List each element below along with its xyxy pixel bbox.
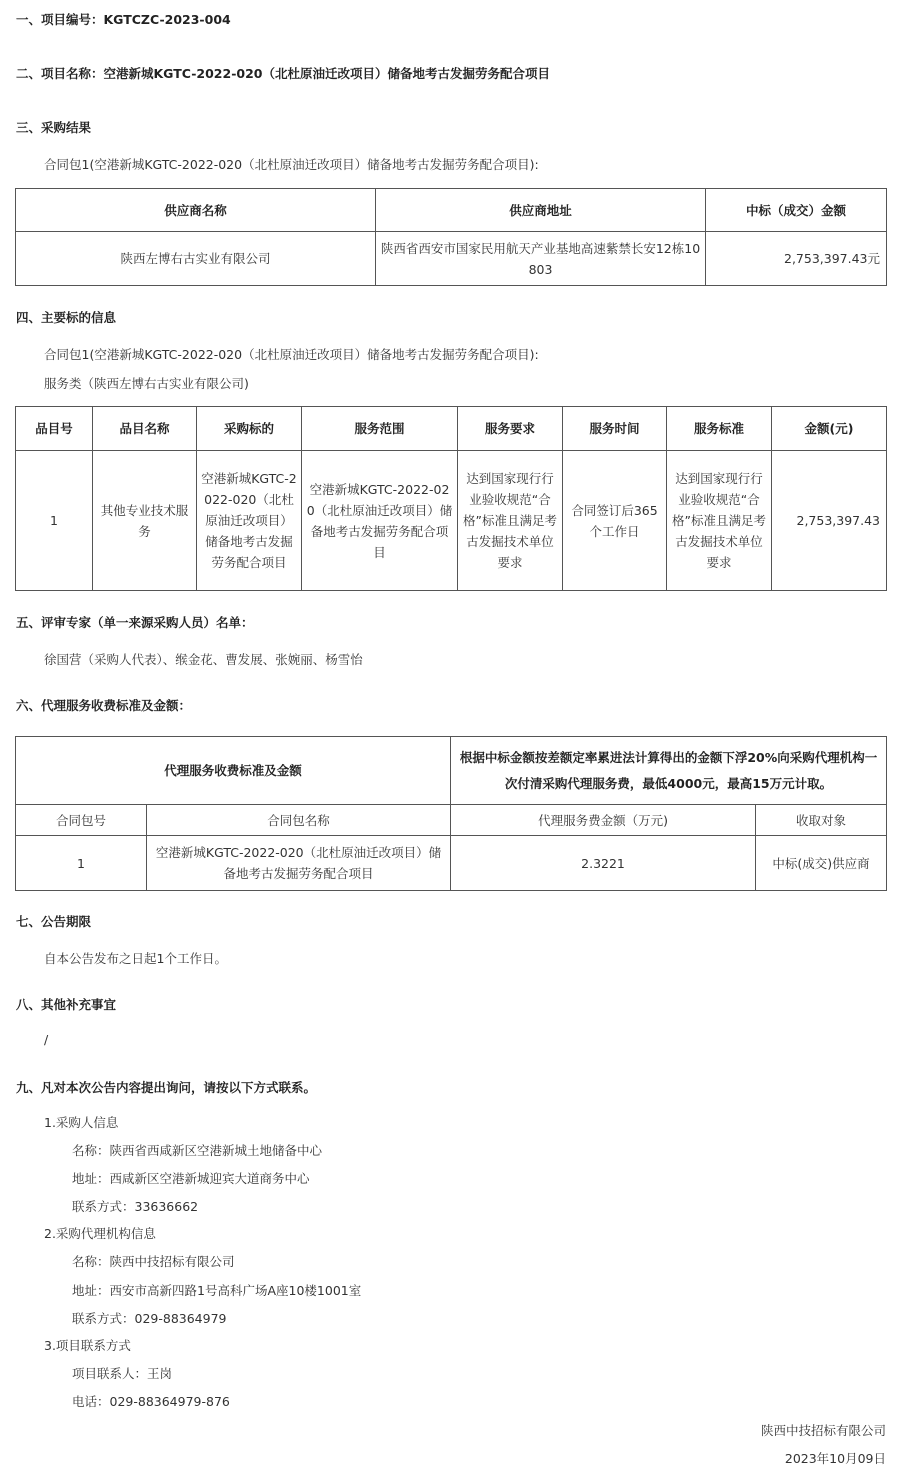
items-header-requirement: 服务要求 — [458, 407, 563, 451]
fee-header-payer: 收取对象 — [756, 805, 887, 836]
result-address: 陕西省西安市国家民用航天产业基地高速紫禁长安12栋10803 — [376, 232, 706, 286]
project-contact-heading: 3.项目联系方式 — [44, 1338, 131, 1353]
table-row — [16, 451, 887, 591]
items-table — [15, 406, 887, 591]
items-header-standard: 服务标准 — [667, 407, 772, 451]
section-3-package: 合同包1(空港新城KGTC-2022-020（北杜原油迁改项目）储备地考古发掘劳务配合项目): — [44, 157, 539, 172]
buyer-name: 名称：陕西省西咸新区空港新城土地储备中心 — [72, 1143, 323, 1158]
items-time: 合同签订后365个工作日 — [563, 451, 667, 591]
result-table — [15, 188, 887, 286]
section-4-package: 合同包1(空港新城KGTC-2022-020（北杜原油迁改项目）储备地考古发掘劳务配合项目): — [44, 347, 539, 362]
items-amount: 2,753,397.43 — [772, 451, 887, 591]
section-4-title: 四、主要标的信息 — [16, 310, 117, 325]
items-header-time: 服务时间 — [563, 407, 667, 451]
project-number: 一、项目编号：KGTCZC-2023-004 — [16, 12, 231, 27]
fee-header-package-no: 合同包号 — [16, 805, 147, 836]
fee-payer: 中标(成交)供应商 — [756, 836, 887, 891]
section-7-title: 七、公告期限 — [16, 914, 92, 929]
footer-date: 2023年10月09日 — [784, 1451, 886, 1466]
fee-header-package-name: 合同包名称 — [147, 805, 451, 836]
result-header-supplier: 供应商名称 — [16, 189, 376, 232]
section-6-title: 六、代理服务收费标准及金额： — [16, 698, 192, 713]
fee-standard-label: 代理服务收费标准及金额 — [16, 737, 451, 805]
items-standard: 达到国家现行行业验收规范“合格”标准且满足考古发掘技术单位要求 — [667, 451, 772, 591]
section-5-title: 五、评审专家（单一来源采购人员）名单： — [16, 615, 254, 630]
items-scope: 空港新城KGTC-2022-020（北杜原油迁改项目）储备地考古发掘劳务配合项目 — [302, 451, 458, 591]
items-header-no: 品目号 — [16, 407, 93, 451]
agent-heading: 2.采购代理机构信息 — [44, 1226, 156, 1241]
buyer-phone: 联系方式：33636662 — [72, 1199, 199, 1214]
agent-name: 名称：陕西中技招标有限公司 — [72, 1254, 235, 1269]
fee-amount: 2.3221 — [451, 836, 756, 891]
items-target: 空港新城KGTC-2022-020（北杜原油迁改项目）储备地考古发掘劳务配合项目 — [197, 451, 302, 591]
result-amount: 2,753,397.43元 — [706, 232, 887, 286]
result-header-address: 供应商地址 — [376, 189, 706, 232]
items-header-target: 采购标的 — [197, 407, 302, 451]
buyer-heading: 1.采购人信息 — [44, 1115, 119, 1130]
project-contact-phone: 电话：029-88364979-876 — [72, 1394, 230, 1409]
other-matters: / — [44, 1032, 49, 1047]
result-header-amount: 中标（成交）金额 — [706, 189, 887, 232]
section-9-title: 九、凡对本次公告内容提出询问，请按以下方式联系。 — [16, 1080, 317, 1095]
announcement-period: 自本公告发布之日起1个工作日。 — [44, 951, 227, 966]
items-no: 1 — [16, 451, 93, 591]
table-row — [16, 836, 887, 891]
buyer-address: 地址：西咸新区空港新城迎宾大道商务中心 — [72, 1171, 310, 1186]
items-name: 其他专业技术服务 — [93, 451, 197, 591]
project-contact-person: 项目联系人：王岗 — [72, 1366, 173, 1381]
agent-phone: 联系方式：029-88364979 — [72, 1311, 227, 1326]
fee-table — [15, 736, 887, 891]
items-header-scope: 服务范围 — [302, 407, 458, 451]
items-header-name: 品目名称 — [93, 407, 197, 451]
fee-standard-desc: 根据中标金额按差额定率累进法计算得出的金额下浮20%向采购代理机构一次付清采购代理服务费，最低4000元，最高15万元计取。 — [451, 737, 887, 805]
section-4-category: 服务类（陕西左博右古实业有限公司) — [44, 376, 249, 391]
items-requirement: 达到国家现行行业验收规范“合格”标准且满足考古发掘技术单位要求 — [458, 451, 563, 591]
fee-header-amount: 代理服务费金额（万元) — [451, 805, 756, 836]
fee-package-no: 1 — [16, 836, 147, 891]
section-3-title: 三、采购结果 — [16, 120, 92, 135]
footer-company: 陕西中技招标有限公司 — [760, 1423, 886, 1438]
fee-package-name: 空港新城KGTC-2022-020（北杜原油迁改项目）储备地考古发掘劳务配合项目 — [147, 836, 451, 891]
table-row — [16, 232, 887, 286]
expert-names: 徐国营（采购人代表）、缑金花、曹发展、张婉丽、杨雪怡 — [44, 652, 363, 667]
section-8-title: 八、其他补充事宜 — [16, 997, 117, 1012]
items-header-amount: 金额(元) — [772, 407, 887, 451]
result-supplier: 陕西左博右古实业有限公司 — [16, 232, 376, 286]
project-name: 二、项目名称：空港新城KGTC-2022-020（北杜原油迁改项目）储备地考古发掘劳务配合项目 — [16, 66, 550, 81]
agent-address: 地址：西安市高新四路1号高科广场A座10楼1001室 — [72, 1283, 362, 1298]
